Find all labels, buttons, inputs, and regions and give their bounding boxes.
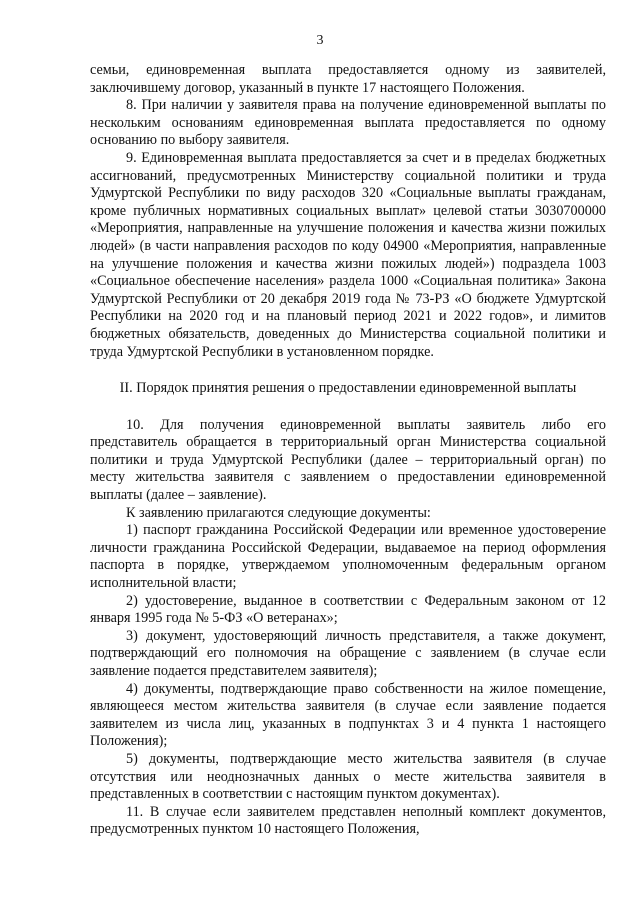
page-number: 3 — [316, 33, 324, 48]
document-body — [90, 62, 606, 839]
section-title: II. Порядок принятия решения о предоставлении единовременной выплаты — [119, 380, 577, 397]
paragraph-9: 9. Единовременная выплата предоставляется за счет и в пределах бюджетных ассигнований, предусмотренных Министерству социальной политики и труда Удмуртской Республики по виду расходов 320 «Социальные выплаты гражданам, кроме публичных нормативных социальных выплат» целевой статьи 3030700000 «Мероприятия, направленные на улучшение положения и качества жизни пожилых людей» (в части направления расходов по коду 04900 «Мероприятия, направленные на улучшение положения и качества жизни пожилых людей») подраздела 1003 «Социальное обеспечение населения» раздела 1000 «Социальная политика» Закона Удмуртской Республики от 20 декабря 2019 года № 73-РЗ «О бюджете Удмуртской Республики на 2020 год и на плановый период 2021 и 2022 годов», и лимитов бюджетных обязательств, доведенных до Министерства социальной политики и труда Удмуртской Республики в установленном порядке. — [90, 149, 606, 360]
document-item-1: 1) паспорт гражданина Российской Федерации или временное удостоверение личности гражданина Российской Федерации, выдаваемое на период оформления паспорта в порядке, утверждаемом уполномоченным федеральным органом исполнительной власти; — [90, 522, 606, 592]
paragraph-10: 10. Для получения единовременной выплаты заявитель либо его представитель обращается в территориальный орган Министерства социальной политики и труда Удмуртской Республики (далее – территориальный орган) по месту жительства заявителя с заявлением о предоставлении единовременной выплаты (далее – заявление). — [90, 416, 606, 504]
document-item-2: 2) удостоверение, выданное в соответствии с Федеральным законом от 12 января 1995 года № 5-ФЗ «О ветеранах»; — [90, 592, 606, 627]
documents-intro: К заявлению прилагаются следующие документы: — [126, 504, 431, 521]
document-item-5: 5) документы, подтверждающие место жительства заявителя (в случае отсутствия или неоднозначных данных о месте жительства заявителя в представленных в соответствии с настоящим пунктом документах). — [90, 750, 606, 803]
paragraph-continuation: семьи, единовременная выплата предоставляется одному из заявителей, заключившему договор, указанный в пункте 17 настоящего Положения. — [90, 62, 606, 96]
paragraph-11: 11. В случае если заявителем представлен неполный комплект документов, предусмотренных пунктом 10 настоящего Положения, — [90, 803, 606, 838]
document-item-4: 4) документы, подтверждающие право собственности на жилое помещение, являющееся местом жительства заявителя (в случае если заявление подается заявителем из числа лиц, указанных в подпунктах 3 и 4 пункта 1 настоящего Положения); — [90, 680, 606, 750]
document-item-3: 3) документ, удостоверяющий личность представителя, а также документ, подтверждающий его полномочия на обращение с заявлением (в случае если заявление подается представителем заявителя); — [90, 627, 606, 679]
paragraph-8: 8. При наличии у заявителя права на получение единовременной выплаты по нескольким основаниям единовременная выплата предоставляется по одному основанию по выбору заявителя. — [90, 97, 606, 149]
